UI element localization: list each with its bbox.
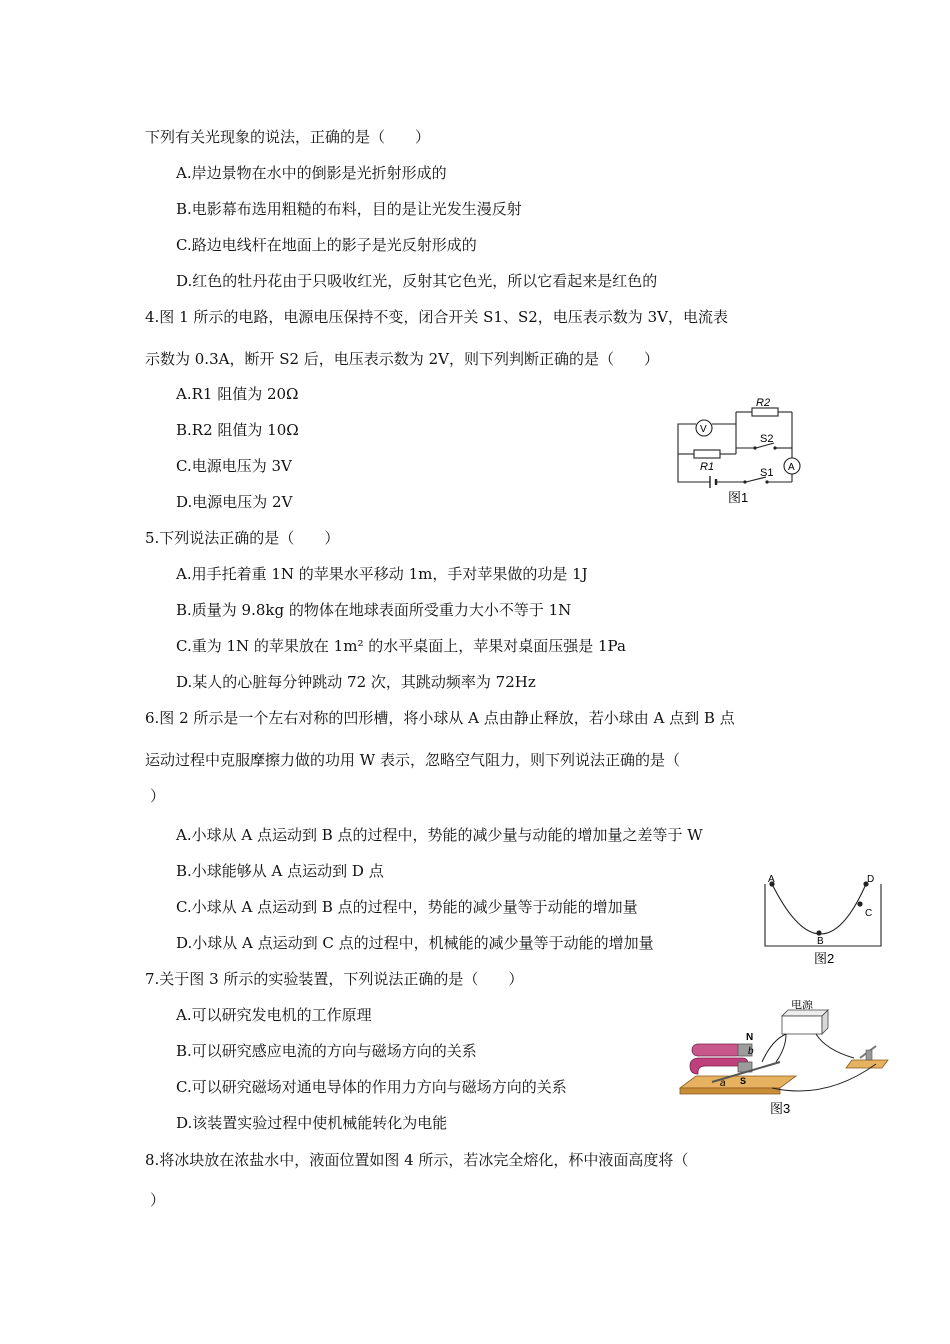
q3-option-b: B.电影幕布选用粗糙的布料，目的是让光发生漫反射 xyxy=(176,200,522,218)
ammeter-label: A xyxy=(788,462,795,473)
q7-option-c: C.可以研究磁场对通电导体的作用力方向与磁场方向的关系 xyxy=(176,1078,567,1096)
q5-stem: 5.下列说法正确的是（ ） xyxy=(145,529,340,547)
voltmeter-label: V xyxy=(700,424,707,435)
q6-stem-line2: 运动过程中克服摩擦力做的功用 W 表示，忽略空气阻力，则下列说法正确的是（ xyxy=(145,751,680,769)
figure-3-apparatus xyxy=(676,1000,894,1118)
q4-stem-line1: 4.图 1 所示的电路，电源电压保持不变，闭合开关 S1、S2，电压表示数为 3V，电流表 xyxy=(145,308,728,326)
r2-label: R2 xyxy=(756,398,771,409)
s1-label: S1 xyxy=(760,467,774,479)
magnet-n-label: N xyxy=(746,1032,754,1043)
q5-option-a: A.用手托着重 1N 的苹果水平移动 1m，手对苹果做的功是 1J xyxy=(176,565,588,583)
groove-label-a: A xyxy=(768,874,775,885)
q8-stem-line2: ） xyxy=(150,1191,166,1209)
q3-option-a: A.岸边景物在水中的倒影是光折射形成的 xyxy=(176,164,447,182)
q7-option-b: B.可以研究感应电流的方向与磁场方向的关系 xyxy=(176,1042,477,1060)
q4-stem-line2: 示数为 0.3A，断开 S2 后，电压表示数为 2V，则下列判断正确的是（ ） xyxy=(145,350,659,368)
q4-option-b: B.R2 阻值为 10Ω xyxy=(176,421,299,439)
q6-stem-line1: 6.图 2 所示是一个左右对称的凹形槽，将小球从 A 点由静止释放，若小球由 A 点到 B 点 xyxy=(145,709,735,727)
groove-label-c: C xyxy=(865,908,873,919)
q6-option-c: C.小球从 A 点运动到 B 点的过程中，势能的减少量等于动能的增加量 xyxy=(176,898,638,916)
rod-label-b: b xyxy=(748,1046,754,1057)
q5-option-b: B.质量为 9.8kg 的物体在地球表面所受重力大小不等于 1N xyxy=(176,601,572,619)
figure-2-groove xyxy=(760,872,890,967)
q7-stem: 7.关于图 3 所示的实验装置，下列说法正确的是（ ） xyxy=(145,970,524,988)
q7-option-a: A.可以研究发电机的工作原理 xyxy=(176,1006,372,1024)
q4-option-c: C.电源电压为 3V xyxy=(176,457,292,475)
q3-option-c: C.路边电线杆在地面上的影子是光反射形成的 xyxy=(176,236,477,254)
s2-label: S2 xyxy=(760,433,774,445)
q4-option-d: D.电源电压为 2V xyxy=(176,493,293,511)
power-label: 电源 xyxy=(791,1000,813,1011)
q5-option-d: D.某人的心脏每分钟跳动 72 次，其跳动频率为 72Hz xyxy=(176,673,536,691)
q7-option-d: D.该装置实验过程中使机械能转化为电能 xyxy=(176,1114,448,1132)
magnet-s-label: S xyxy=(740,1076,747,1086)
q6-option-a: A.小球从 A 点运动到 B 点的过程中，势能的减少量与动能的增加量之差等于 W xyxy=(176,826,703,844)
q5-option-c: C.重为 1N 的苹果放在 1m² 的水平桌面上，苹果对桌面压强是 1Pa xyxy=(176,637,626,655)
q6-option-d: D.小球从 A 点运动到 C 点的过程中，机械能的减少量等于动能的增加量 xyxy=(176,934,654,952)
r1-label: R1 xyxy=(700,461,715,473)
figure-1-caption: 图1 xyxy=(728,490,749,505)
figure-2-caption: 图2 xyxy=(814,951,835,966)
groove-label-d: D xyxy=(867,874,875,885)
q3-option-d: D.红色的牡丹花由于只吸收红光，反射其它色光，所以它看起来是红色的 xyxy=(176,272,658,290)
groove-label-b: B xyxy=(817,936,824,947)
figure-1-circuit xyxy=(670,398,810,508)
q3-stem: 下列有关光现象的说法，正确的是（ ） xyxy=(145,128,431,146)
rod-label-a: a xyxy=(720,1078,726,1089)
q6-option-b: B.小球能够从 A 点运动到 D 点 xyxy=(176,862,384,880)
q4-option-a: A.R1 阻值为 20Ω xyxy=(176,385,299,403)
figure-3-caption: 图3 xyxy=(770,1101,791,1116)
q8-stem-line1: 8.将冰块放在浓盐水中，液面位置如图 4 所示，若冰完全熔化，杯中液面高度将（ xyxy=(145,1151,689,1169)
q6-stem-line3: ） xyxy=(150,787,166,805)
